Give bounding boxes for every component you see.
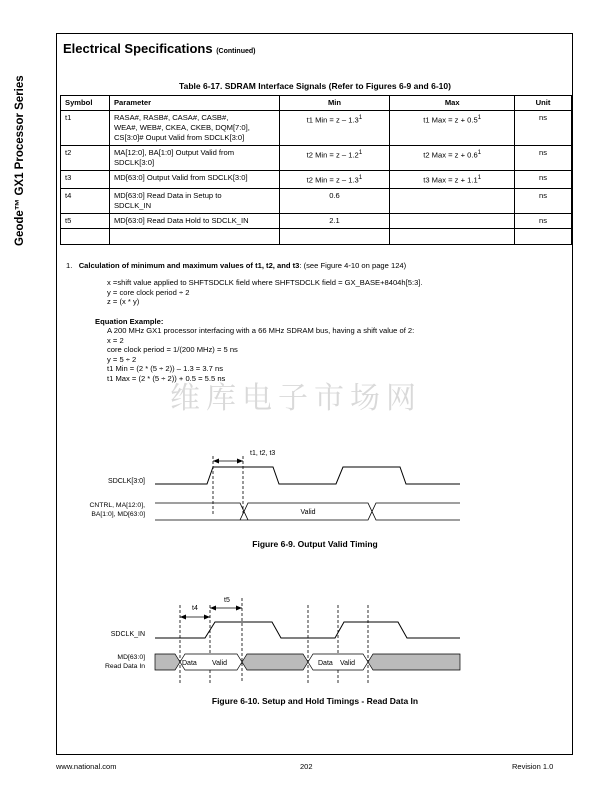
col-header-min: Min xyxy=(279,96,390,111)
footer-url: www.national.com xyxy=(56,762,117,771)
fig9-param-label: t1, t2, t3 xyxy=(250,450,276,457)
cell-parameter: RASA#, RASB#, CASA#, CASB#, WEA#, WEB#, CKEA, CKEB, DQM[7:0], CS[3:0]# Ouput Valid from SDCLK[3:0] xyxy=(109,111,279,146)
fig9-arrow-left xyxy=(213,459,219,464)
continued-label: (Continued) xyxy=(216,48,256,55)
fig9-valid-label: Valid xyxy=(300,509,316,516)
fig10-valid-label-1: Valid xyxy=(212,660,228,667)
cell-parameter: MD[63:0] Output Valid from SDCLK[3:0] xyxy=(109,171,279,189)
fig10-sig-label-2: Read Data In xyxy=(104,663,145,670)
cell-unit: ns xyxy=(515,111,572,146)
figure-6-9-timing-diagram xyxy=(60,440,570,560)
table-caption: Table 6-17. SDRAM Interface Signals (Refer to Figures 6-9 and 6-10) xyxy=(179,81,451,91)
cell-min: 0.6 xyxy=(279,188,390,213)
fig10-t5-arrow-right xyxy=(236,606,242,611)
fig10-valid-region-2 xyxy=(308,654,368,670)
fig10-invalid-region-1 xyxy=(155,654,180,670)
table-row xyxy=(61,111,572,146)
fig10-invalid-region-3 xyxy=(368,654,460,670)
cell-parameter: MA[12:0], BA[1:0] Output Valid from SDCLK[3:0] xyxy=(109,146,279,171)
fig10-caption: Figure 6-10. Setup and Hold Timings - Read Data In xyxy=(211,696,419,706)
cell-symbol: t1 xyxy=(61,111,110,146)
fig10-t4-label: t4 xyxy=(192,605,198,612)
footnote-definitions: x =shift value applied to SHFTSDCLK field where SHFTSDCLK field = GX_BASE+8404h[5:3]. y = core clock period ÷ 2 z = (x * y) xyxy=(107,278,423,306)
fig10-invalid-region-2 xyxy=(242,654,308,670)
cell-symbol: t4 xyxy=(61,188,110,213)
fig10-data-label-1: Data xyxy=(182,660,197,667)
figure-6-10-timing-diagram xyxy=(60,588,570,713)
cell-max: t3 Max = $z + 1.1^1$ xyxy=(390,171,515,189)
footnote-heading: Calculation of minimum and maximum values of t1, t2, and t3 xyxy=(78,261,300,270)
footer-revision: Revision 1.0 xyxy=(512,762,554,771)
fig9-arrow-right xyxy=(237,459,243,464)
table-row xyxy=(61,146,572,171)
cell-symbol: t3 xyxy=(61,171,110,189)
cell-max xyxy=(390,213,515,228)
fig10-t5-label: t5 xyxy=(224,597,230,604)
equation-example-title: Equation Example: xyxy=(95,317,164,326)
table-row xyxy=(61,171,572,189)
watermark: 维库电子市场网 xyxy=(170,381,422,416)
fig9-caption: Figure 6-9. Output Valid Timing xyxy=(252,539,378,549)
fig10-sig-label-1: MD[63:0] xyxy=(117,654,145,661)
cell-min: t1 Min = z – $1.3^1$ xyxy=(279,111,390,146)
fig10-clock-waveform xyxy=(155,622,460,638)
cell-unit: ns xyxy=(515,213,572,228)
fig10-t4-arrow-left xyxy=(180,615,186,620)
sdram-signals-table xyxy=(60,95,572,245)
col-header-parameter: Parameter xyxy=(109,96,279,111)
cell-parameter: MD[63:0] Read Data Hold to SDCLK_IN xyxy=(109,213,279,228)
footer-page-number: 202 xyxy=(300,762,313,771)
fig10-t4-arrow-right xyxy=(204,615,210,620)
sidebar-series-title: Geode™ GX1 Processor Series xyxy=(14,75,26,246)
cell-unit: ns xyxy=(515,188,572,213)
table-row xyxy=(61,213,572,228)
footnote-number: 1. xyxy=(66,261,73,270)
table-row xyxy=(61,188,572,213)
fig9-sig-label-2: BA[1:0], MD[63:0] xyxy=(91,511,145,518)
col-header-unit: Unit xyxy=(515,96,572,111)
cell-min: t2 Min = z – $1.3^1$ xyxy=(279,171,390,189)
fig10-data-label-2: Data xyxy=(318,660,333,667)
cell-symbol: t2 xyxy=(61,146,110,171)
col-header-max: Max xyxy=(390,96,515,111)
cell-unit: ns xyxy=(515,146,572,171)
fig10-t5-arrow-left xyxy=(210,606,216,611)
fig9-clk-label: SDCLK[3:0] xyxy=(108,478,145,485)
col-header-symbol: Symbol xyxy=(61,96,110,111)
section-title: Electrical Specifications (Continued) xyxy=(63,41,256,56)
table-row-empty xyxy=(61,228,572,244)
fig9-sig-label-1: CNTRL, MA[12:0], xyxy=(89,502,145,509)
equation-example: A 200 MHz GX1 processor interfacing with a 66 MHz SDRAM bus, having a shift value of 2: x = 2 core clock period = 1/(200 MHz) = 5 ns y = 5 ÷ 2 t1 Min = (2 * (5 ÷ 2)) – 1.3 = 3.7 ns t1 Max = (2 * (5 ÷ 2)) + 0.5 = 5.5 ns xyxy=(107,326,415,383)
footnote: 1. Calculation of minimum and maximum values of t1, t2, and t3: (see Figure 4-10 on page 124) xyxy=(66,261,407,270)
table-header-row xyxy=(61,96,572,111)
cell-unit: ns xyxy=(515,171,572,189)
fig9-clock-waveform xyxy=(155,467,460,484)
cell-max: t2 Max = $z + 0.6^1$ xyxy=(390,146,515,171)
cell-min: 2.1 xyxy=(279,213,390,228)
cell-parameter: MD[63:0] Read Data in Setup to SDCLK_IN xyxy=(109,188,279,213)
fig10-valid-label-2: Valid xyxy=(340,660,356,667)
fig10-clk-label: SDCLK_IN xyxy=(110,631,145,638)
cell-max xyxy=(390,188,515,213)
cell-min: t2 Min = z – $1.2^1$ xyxy=(279,146,390,171)
cell-max: t1 Max = $z + 0.5^1$ xyxy=(390,111,515,146)
cell-symbol: t5 xyxy=(61,213,110,228)
